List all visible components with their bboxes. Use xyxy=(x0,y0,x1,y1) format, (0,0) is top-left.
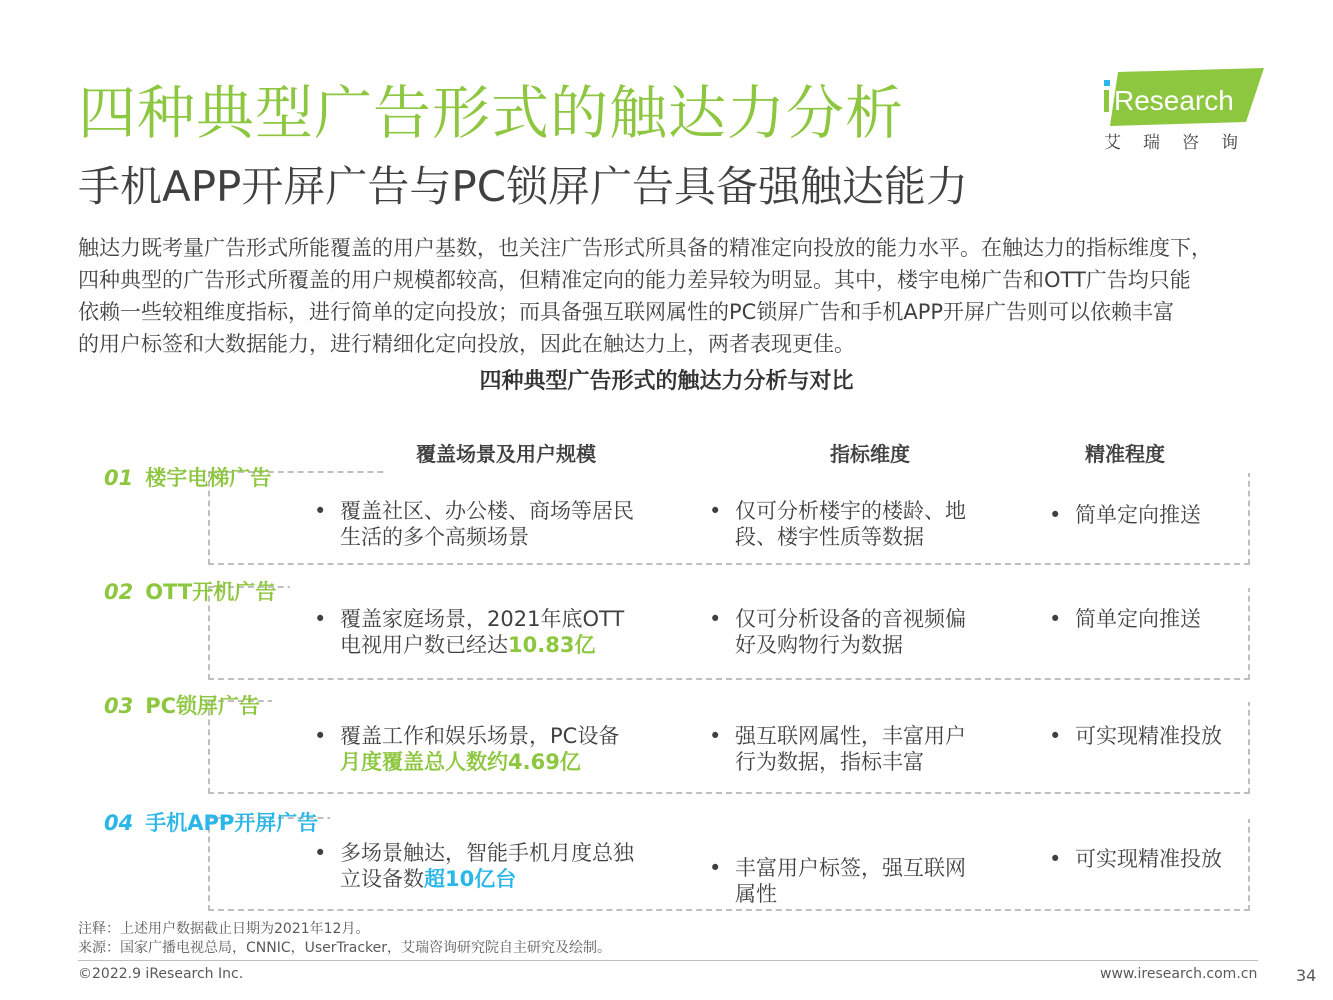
column-header-dimension: 指标维度 xyxy=(830,442,910,466)
page-number: 34 xyxy=(1296,966,1317,985)
bullet: • xyxy=(1049,607,1062,631)
bullet: • xyxy=(1049,503,1062,527)
dimension-cell xyxy=(709,855,966,907)
row-label xyxy=(104,576,276,606)
website-link[interactable]: www.iresearch.com.cn xyxy=(1100,966,1258,982)
bullet: • xyxy=(314,841,327,865)
intro-paragraph xyxy=(78,232,1288,360)
cell-line: 简单定向推送 xyxy=(1075,503,1201,527)
table-title: 四种典型广告形式的触达力分析与对比 xyxy=(479,369,854,394)
svg-text:Research: Research xyxy=(1114,85,1234,116)
bullet: • xyxy=(314,607,327,631)
row-top-gap xyxy=(272,698,1250,702)
cell-line: 好及购物行为数据 xyxy=(735,633,903,657)
intro-line: 触达力既考量广告形式所能覆盖的用户基数，也关注广告形式所具备的精准定向投放的能力水平。在触达力的指标维度下， xyxy=(78,236,1212,260)
highlight-value: 10.83亿 xyxy=(508,633,596,657)
precision-cell xyxy=(1049,502,1201,528)
cell-line: 简单定向推送 xyxy=(1075,607,1201,631)
cell-line: 段、楼宇性质等数据 xyxy=(735,525,924,549)
coverage-cell xyxy=(314,498,634,550)
source-text: 来源：国家广播电视总局，CNNIC，UserTracker，艾瑞咨询研究院自主研究及绘制。 xyxy=(78,940,612,956)
bullet: • xyxy=(709,499,722,523)
footer-divider xyxy=(78,960,1258,961)
bullet: • xyxy=(709,607,722,631)
row-title: OTT开机广告 xyxy=(145,580,277,604)
row-title: 楼宇电梯广告 xyxy=(145,466,272,490)
precision-cell xyxy=(1049,606,1201,632)
dimension-cell xyxy=(709,498,966,550)
bullet: • xyxy=(1049,847,1062,871)
logo-cn-name: 艾瑞咨询 xyxy=(1104,133,1260,153)
bullet: • xyxy=(314,499,327,523)
row-top-gap xyxy=(330,815,1250,819)
row-title: PC锁屏广告 xyxy=(145,694,261,718)
page-title: 四种典型广告形式的触达力分析 xyxy=(78,79,905,147)
coverage-cell xyxy=(314,723,620,775)
bullet: • xyxy=(709,724,722,748)
row-label xyxy=(104,690,260,720)
precision-cell xyxy=(1049,846,1222,872)
cell-line: 可实现精准投放 xyxy=(1075,724,1222,748)
cell-line: 覆盖社区、办公楼、商场等居民 xyxy=(340,499,634,523)
footnotes xyxy=(78,920,611,958)
intro-line: 依赖一些较粗维度指标，进行简单的定向投放；而具备强互联网属性的PC锁屏广告和手机APP开屏广告则可以依赖丰富 xyxy=(78,300,1175,324)
row-number: 04 xyxy=(104,811,134,835)
note-text: 注释：上述用户数据截止日期为2021年12月。 xyxy=(78,921,370,937)
row-label xyxy=(104,807,318,837)
row-number: 01 xyxy=(104,466,134,490)
cell-line: 生活的多个高频场景 xyxy=(340,525,529,549)
cell-line: 可实现精准投放 xyxy=(1075,847,1222,871)
dimension-cell xyxy=(709,606,966,658)
bullet: • xyxy=(314,724,327,748)
precision-cell xyxy=(1049,723,1222,749)
row-label xyxy=(104,462,271,492)
row-title: 手机APP开屏广告 xyxy=(145,811,319,835)
intro-line: 的用户标签和大数据能力，进行精细化定向投放，因此在触达力上，两者表现更佳。 xyxy=(78,332,855,356)
row-top-gap xyxy=(290,584,1250,588)
coverage-cell xyxy=(314,606,625,658)
bullet: • xyxy=(709,856,722,880)
cell-line: 仅可分析设备的音视频偏 xyxy=(735,607,966,631)
page-subtitle: 手机APP开屏广告与PC锁屏广告具备强触达能力 xyxy=(78,162,969,211)
cell-line: 丰富用户标签，强互联网 xyxy=(735,856,966,880)
cell-line: 覆盖家庭场景，2021年底OTT xyxy=(340,607,625,631)
cell-text: 电视用户数已经达 xyxy=(340,633,508,657)
row-number: 03 xyxy=(104,694,134,718)
row-top-gap xyxy=(385,469,1250,473)
column-header-coverage: 覆盖场景及用户规模 xyxy=(416,442,596,466)
cell-line: 行为数据，指标丰富 xyxy=(735,750,924,774)
cell-line: 属性 xyxy=(735,882,777,906)
cell-line xyxy=(340,632,624,658)
copyright: ©2022.9 iResearch Inc. xyxy=(78,966,244,982)
highlight-value: 超10亿台 xyxy=(424,867,517,891)
column-header-precision: 精准程度 xyxy=(1085,442,1165,466)
dimension-cell xyxy=(709,723,966,775)
coverage-cell xyxy=(314,840,634,892)
highlight-value: 月度覆盖总人数约4.69亿 xyxy=(340,750,581,774)
cell-line: 覆盖工作和娱乐场景，PC设备 xyxy=(340,724,620,748)
cell-line xyxy=(340,866,634,892)
cell-line xyxy=(340,749,619,775)
cell-line: 强互联网属性，丰富用户 xyxy=(735,724,966,748)
cell-line: 仅可分析楼宇的楼龄、地 xyxy=(735,499,966,523)
intro-line: 四种典型的广告形式所覆盖的用户规模都较高，但精准定向的能力差异较为明显。其中，楼宇电梯广告和OTT广告均只能 xyxy=(78,268,1191,292)
cell-text: 立设备数 xyxy=(340,867,424,891)
row-number: 02 xyxy=(104,580,134,604)
bullet: • xyxy=(1049,724,1062,748)
cell-line: 多场景触达，智能手机月度总独 xyxy=(340,841,634,865)
